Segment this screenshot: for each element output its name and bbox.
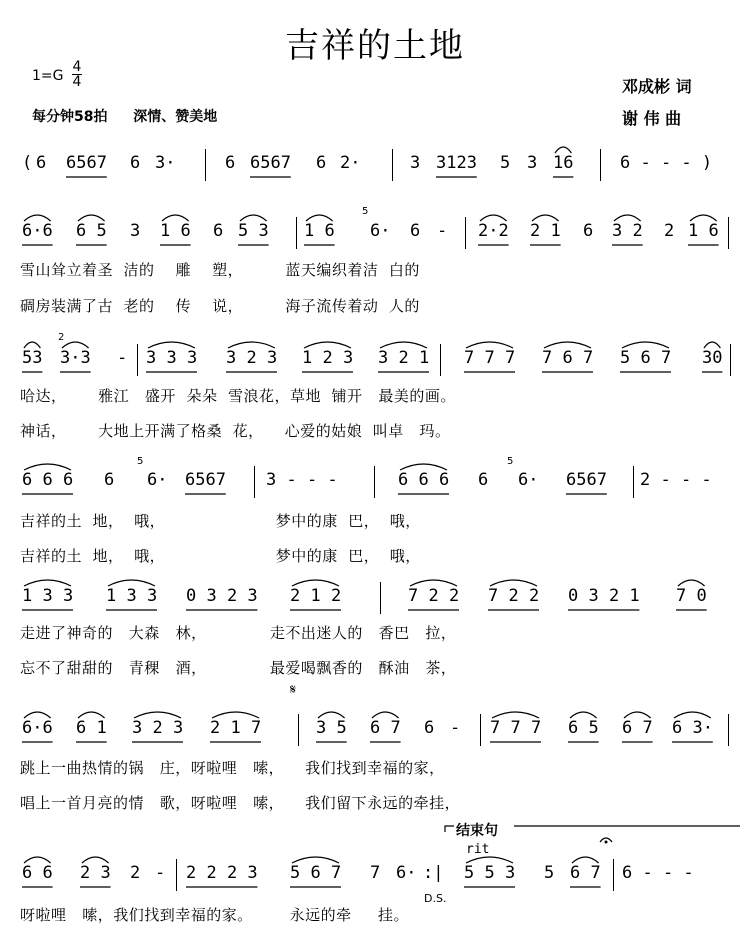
note-group: 6 5 xyxy=(568,718,599,738)
grace-note: 5 xyxy=(362,206,369,217)
notation-line xyxy=(0,145,750,185)
notation-line xyxy=(0,462,750,502)
barline xyxy=(296,217,297,249)
note-group: 6 xyxy=(130,153,141,173)
note-group: 2 xyxy=(664,221,675,241)
note-group: 5 5 3 xyxy=(464,863,516,883)
note-group: 6567 xyxy=(250,153,291,173)
time-top: 4 xyxy=(72,59,82,75)
barline xyxy=(600,149,601,181)
grace-note: 2 xyxy=(58,332,65,343)
barline xyxy=(205,149,206,181)
note-group: 6· xyxy=(518,470,539,490)
lyric-line: 走进了神奇的 大森 林， 走不出迷人的 香巴 拉， xyxy=(20,624,457,642)
note-group: :| xyxy=(423,863,444,883)
note-group: 6· xyxy=(147,470,168,490)
note-group: 2 xyxy=(130,863,141,883)
note-group: 2 2 2 3 xyxy=(186,863,258,883)
barline xyxy=(392,149,393,181)
notation-line xyxy=(0,578,750,618)
note-group: 7 xyxy=(370,863,381,883)
note-group: 3 xyxy=(527,153,538,173)
note-group: 3 2 1 xyxy=(378,348,430,368)
note-group: 2· xyxy=(340,153,361,173)
key-text: 1=G xyxy=(32,68,64,84)
barline xyxy=(440,344,441,376)
note-group: 2 1 7 xyxy=(210,718,262,738)
lyric-line: 雪山耸立着圣 洁的 雕 塑， 蓝天编织着洁 白的 xyxy=(20,261,420,279)
note-group: 2 1 2 xyxy=(290,586,342,606)
note-group: 6 xyxy=(410,221,421,241)
note-group: 2·2 xyxy=(478,221,509,241)
note-group: 1 6 xyxy=(688,221,719,241)
barline xyxy=(298,714,299,746)
note-group: 6 xyxy=(478,470,489,490)
notation-line xyxy=(0,340,750,380)
note-group: 3123 xyxy=(436,153,477,173)
barline xyxy=(613,859,614,891)
lyric-line: 吉祥的土 地， 哦， 梦中的康 巴， 哦， xyxy=(20,512,421,530)
notation-line xyxy=(0,710,750,750)
note-group: 3 - - - xyxy=(266,470,338,490)
note-group: 1 2 3 xyxy=(302,348,354,368)
lyricist-credit: 邓成彬 词 xyxy=(622,77,692,96)
note-group: 1 6 xyxy=(160,221,191,241)
note-group: 6567 xyxy=(185,470,226,490)
note-group: 6 6 6 xyxy=(22,470,74,490)
lyric-line: 跳上一曲热情的锅 庄，呀啦哩 嗦， 我们找到幸福的家， xyxy=(20,759,445,777)
note-group: 16 xyxy=(553,153,574,173)
note-group: 6 7 xyxy=(570,863,601,883)
barline xyxy=(730,344,731,376)
notation-line xyxy=(0,855,750,895)
lyric-line: 碉房装满了古 老的 传 说， 海子流传着动 人的 xyxy=(20,297,420,315)
notation-line xyxy=(0,213,750,253)
barline xyxy=(728,714,729,746)
note-group: 7 2 2 xyxy=(488,586,540,606)
barline xyxy=(380,582,381,614)
lyric-line: 唱上一首月亮的情 歌，呀啦哩 嗦， 我们留下永远的牵挂， xyxy=(20,794,461,812)
note-group: 6·6 xyxy=(22,221,53,241)
note-group: 6 xyxy=(316,153,327,173)
note-group: 6 6 xyxy=(22,863,53,883)
note-group: 6 xyxy=(225,153,236,173)
note-group: 1 3 3 xyxy=(106,586,158,606)
note-group: 5 xyxy=(544,863,555,883)
barline xyxy=(633,466,634,498)
note-group: 6 7 xyxy=(622,718,653,738)
note-group: 1 6 xyxy=(304,221,335,241)
note-group: 53 xyxy=(22,348,43,368)
note-group: 2 1 xyxy=(530,221,561,241)
fermata-mark xyxy=(600,838,612,842)
note-group: 7 6 7 xyxy=(542,348,594,368)
note-group: 5 6 7 xyxy=(290,863,342,883)
note-group: - xyxy=(437,221,448,241)
time-signature xyxy=(72,60,82,89)
barline xyxy=(137,344,138,376)
note-group: 1 3 3 xyxy=(22,586,74,606)
note-group: 3· xyxy=(155,153,176,173)
note-group: 6 xyxy=(213,221,224,241)
note-group: 2 - - - xyxy=(640,470,712,490)
lyric-line: 神话， 大地上开满了格桑 花， 心爱的姑娘 叫卓 玛。 xyxy=(20,422,451,440)
barline xyxy=(254,466,255,498)
ending-label: 结束句 xyxy=(456,823,498,839)
note-group: 6 1 xyxy=(76,718,107,738)
key-signature xyxy=(32,68,64,84)
note-group: 7 7 7 xyxy=(490,718,542,738)
mood-text: 深情、赞美地 xyxy=(133,109,218,125)
note-group: 0 3 2 3 xyxy=(186,586,258,606)
rit-marking: rit xyxy=(466,842,490,857)
note-group: 6· xyxy=(370,221,391,241)
note-group: - xyxy=(450,718,461,738)
tempo-text: 每分钟58拍 xyxy=(32,109,108,125)
note-group: 3 5 xyxy=(316,718,347,738)
note-group: 6 6 6 xyxy=(398,470,450,490)
barline xyxy=(465,217,466,249)
note-group: 3 2 3 xyxy=(226,348,278,368)
note-group: 6 5 xyxy=(76,221,107,241)
note-group: 6· xyxy=(396,863,417,883)
note-group: 6 xyxy=(583,221,594,241)
page-title: 吉祥的土地 xyxy=(285,26,465,66)
note-group: - xyxy=(155,863,166,883)
note-group: 6567 xyxy=(66,153,107,173)
grace-note: 5 xyxy=(137,456,144,467)
ds-marking: D.S. xyxy=(424,892,447,905)
note-group: 6·6 xyxy=(22,718,53,738)
note-group: - xyxy=(117,348,128,368)
barline xyxy=(728,217,729,249)
lyric-line: 忘不了甜甜的 青稞 酒， 最爱喝飘香的 酥油 茶， xyxy=(20,659,457,677)
note-group: 3 xyxy=(130,221,141,241)
lyric-line: 哈达， 雅江 盛开 朵朵 雪浪花，草地 铺开 最美的画。 xyxy=(20,387,456,405)
grace-note: 5 xyxy=(507,456,514,467)
note-group: 3 3 3 xyxy=(146,348,198,368)
note-group: 7 2 2 xyxy=(408,586,460,606)
note-group: 5 6 7 xyxy=(620,348,672,368)
note-group: 6567 xyxy=(566,470,607,490)
note-group: 6 7 xyxy=(370,718,401,738)
note-group: 30 xyxy=(702,348,723,368)
note-group: 3 2 xyxy=(612,221,643,241)
note-group: 0 3 2 1 xyxy=(568,586,640,606)
note-group: 3 xyxy=(410,153,421,173)
fermata-dot xyxy=(605,841,608,844)
note-group: 7 7 7 xyxy=(464,348,516,368)
lyric-line: 呀啦哩 嗦，我们找到幸福的家。 永远的牵 挂。 xyxy=(20,906,410,924)
note-group: 5 xyxy=(500,153,511,173)
segno-mark: 𝄋 xyxy=(290,682,297,698)
note-group: 2 3 xyxy=(80,863,111,883)
barline xyxy=(374,466,375,498)
barline xyxy=(176,859,177,891)
note-group: 6 3· xyxy=(672,718,713,738)
note-group: 3 2 3 xyxy=(132,718,184,738)
note-group: ( xyxy=(22,153,33,173)
tempo-marking xyxy=(32,106,217,126)
composer-credit: 谢 伟 曲 xyxy=(622,109,682,128)
lyric-line: 吉祥的土 地， 哦， 梦中的康 巴， 哦， xyxy=(20,547,421,565)
barline xyxy=(480,714,481,746)
note-group: 7 0 xyxy=(676,586,707,606)
note-group: 5 3 xyxy=(238,221,269,241)
note-group: 6 - - - xyxy=(622,863,694,883)
note-group: 6 xyxy=(104,470,115,490)
note-group: 6 xyxy=(424,718,435,738)
note-group: 6 xyxy=(36,153,47,173)
note-group: 3·3 xyxy=(60,348,91,368)
note-group: 6 - - - ) xyxy=(620,153,713,173)
time-bottom: 4 xyxy=(72,74,82,90)
